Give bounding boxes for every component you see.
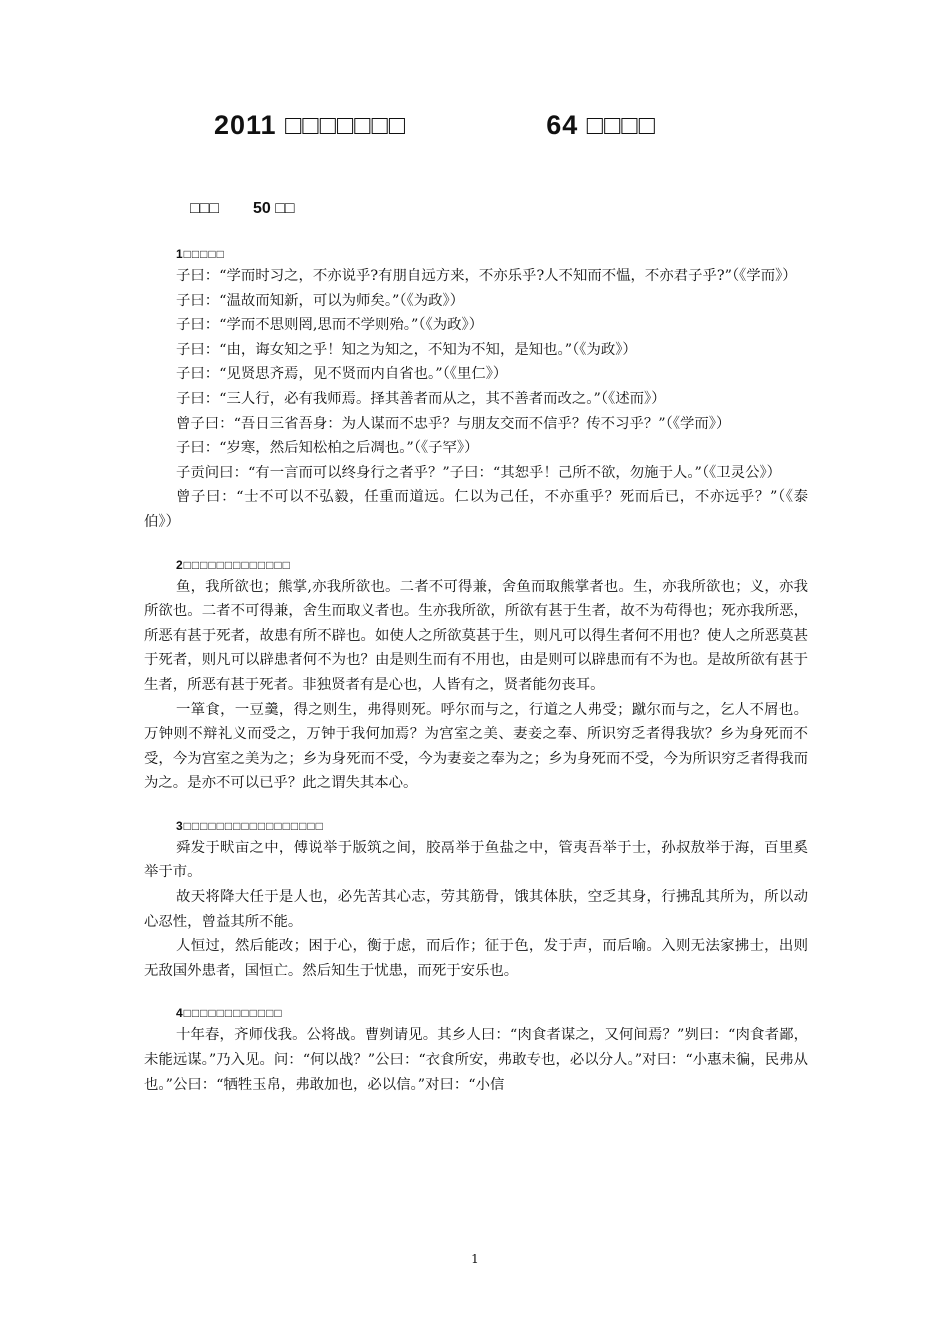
- paragraph: 子曰：“学而不思则罔,思而不学则殆。”（《为政》）: [176, 317, 484, 334]
- paragraph: 十年春，齐师伐我。公将战。曹刿请见。其乡人曰：“肉食者谋之，又何间焉？”刿曰：“肉食者鄙，未能远谋。”乃入见。问：“何以战？”公曰：“衣食所安，弗敢专也，必以分人。”对曰：“小惠未徧，民弗从也。”公曰：“牺牲玉帛，弗敢加也，必以信。”对曰：“小信: [144, 1027, 808, 1093]
- paragraph: 子曰：“由，诲女知之乎！知之为知之，不知为不知，是知也。”（《为政》）: [176, 341, 637, 358]
- paragraph: 子曰：“温故而知新，可以为师矣。”（《为政》）: [176, 292, 465, 309]
- section-count: 50 □□: [253, 200, 295, 217]
- document-title: [214, 110, 656, 141]
- subsection-1-heading: 1□□□□□: [176, 247, 225, 261]
- document-body: [144, 244, 808, 1097]
- paragraph: 人恒过，然后能改；困于心，衡于虑，而后作；征于色，发于声，而后喻。入则无法家拂士，出则无敌国外患者，国恒亡。然后知生于忧患，而死于安乐也。: [144, 938, 808, 979]
- paragraph: 子曰：“见贤思齐焉，见不贤而内自省也。”（《里仁》）: [176, 366, 508, 383]
- title-part-2: 64 □□□□: [546, 110, 657, 140]
- paragraph: 鱼，我所欲也；熊掌,亦我所欲也。二者不可得兼，舍鱼而取熊掌者也。生，亦我所欲也；义，亦我所欲也。二者不可得兼，舍生而取义者也。生亦我所欲，所欲有甚于生者，故不为苟得也；死亦我所恶，所恶有甚于死者，故患有所不辟也。如使人之所欲莫甚于生，则凡可以得生者何不用也？使人之所恶莫甚于死者，则凡可以辟患者何不为也？由是则生而有不用也，由是则可以辟患而有不为也。是故所欲有甚于生者，所恶有甚于死者。非独贤者有是心也，人皆有之，贤者能勿丧耳。: [144, 578, 808, 693]
- paragraph: 一箪食，一豆羹，得之则生，弗得则死。呼尔而与之，行道之人弗受；蹴尔而与之，乞人不屑也。万钟则不辩礼义而受之，万钟于我何加焉？为宫室之美、妻妾之奉、所识穷乏者得我欤？乡为身死而不受，今为宫室之美为之；乡为身死而不受，今为妻妾之奉为之；乡为身死而不受，今为所识穷乏者得我而为之。是亦不可以已乎？此之谓失其本心。: [144, 701, 808, 792]
- paragraph: 子贡问曰：“有一言而可以终身行之者乎？”子曰：“其恕乎！己所不欲，勿施于人。”（《卫灵公》）: [176, 464, 782, 481]
- paragraph: 故天将降大任于是人也，必先苦其心志，劳其筋骨，饿其体肤，空乏其身，行拂乱其所为，所以动心忍性，曾益其所不能。: [144, 889, 808, 930]
- paragraph: 子曰：“岁寒，然后知松柏之后凋也。”（《子罕》）: [176, 440, 479, 457]
- paragraph: 子曰：“三人行，必有我师焉。择其善者而从之，其不善者而改之。”（《述而》）: [176, 390, 666, 407]
- paragraph: 舜发于畎亩之中，傅说举于版筑之间，胶鬲举于鱼盐之中，管夷吾举于士，孙叔敖举于海，百里奚举于市。: [144, 839, 808, 881]
- page-number: 1: [471, 1252, 479, 1266]
- section-label: □□□: [190, 200, 219, 217]
- paragraph: 子曰：“学而时习之，不亦说乎?有朋自远方来，不亦乐乎?人不知而不愠，不亦君子乎?”（《学而》）: [176, 268, 797, 284]
- paragraph: 曾子曰：“士不可以不弘毅，任重而道远。仁以为己任，不亦重乎？死而后已，不亦远乎？”（《泰伯》）: [144, 489, 808, 530]
- title-part-1: 2011 □□□□□□□: [214, 110, 407, 140]
- subsection-2-heading: 2□□□□□□□□□□□□□: [176, 557, 291, 572]
- subsection-4-heading: 4□□□□□□□□□□□□: [176, 1006, 283, 1021]
- subsection-3-heading: 3□□□□□□□□□□□□□□□□□: [176, 818, 324, 833]
- section-heading: [190, 200, 295, 218]
- paragraph: 曾子曰：“吾日三省吾身：为人谋而不忠乎？与朋友交而不信乎？传不习乎？”（《学而》）: [176, 415, 731, 432]
